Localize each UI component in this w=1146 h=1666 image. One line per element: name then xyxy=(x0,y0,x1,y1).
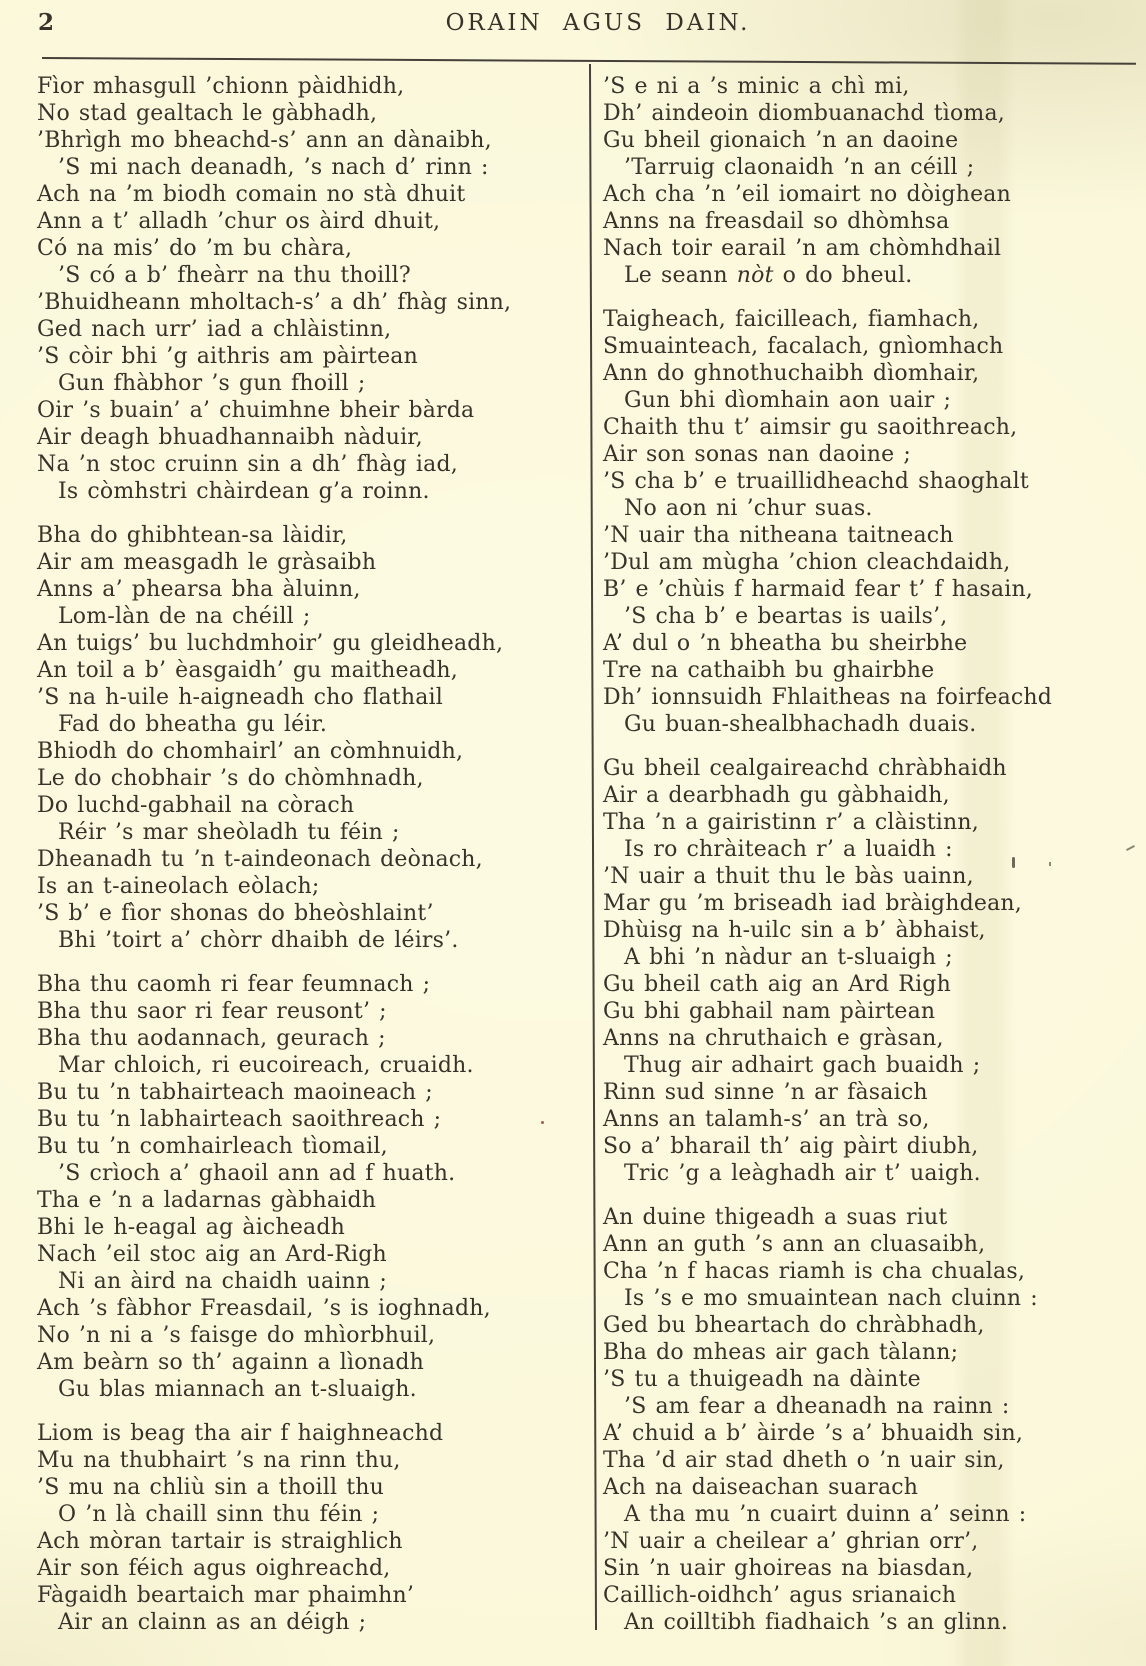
line-text: Na ’n stoc cruinn sin a dh’ fhàg iad, xyxy=(37,452,458,477)
poem-line xyxy=(37,397,585,424)
line-text: An toil a b’ èasgaidh’ gu maitheadh, xyxy=(37,658,458,683)
poem-line xyxy=(603,495,1143,522)
poem-line xyxy=(37,1214,585,1241)
poem-line xyxy=(37,998,585,1025)
line-text: No stad gealtach le gàbhadh, xyxy=(37,101,378,126)
line-text: Fàgaidh beartaich mar phaimhn’ xyxy=(37,1583,415,1608)
poem-line xyxy=(603,262,1143,289)
line-text: Gu blas miannach an t-sluaigh. xyxy=(58,1377,417,1402)
poem-line xyxy=(603,208,1143,235)
poem-line xyxy=(37,127,585,154)
line-text: Ni an àird na chaidh uainn ; xyxy=(58,1269,387,1294)
poem-line xyxy=(37,1052,585,1079)
line-text: Ann do ghnothuchaibh dìomhair, xyxy=(603,361,980,386)
line-text: Ged nach urr’ iad a chlàistinn, xyxy=(37,317,392,342)
line-text: Liom is beag tha air f haighneachd xyxy=(37,1421,444,1446)
poem-line xyxy=(37,522,585,549)
line-text: ’S tu a thuigeadh na dàinte xyxy=(603,1367,921,1392)
line-text: Bu tu ’n labhairteach saoithreach ; xyxy=(37,1107,442,1132)
line-text: Ach na daiseachan suarach xyxy=(603,1475,919,1500)
poem-line xyxy=(37,630,585,657)
line-text: Smuainteach, facalach, gnìomhach xyxy=(603,334,1004,359)
stanza xyxy=(37,522,585,954)
stanza xyxy=(603,73,1143,289)
line-text: Gu bhi gabhail nam pàirtean xyxy=(603,999,936,1024)
line-text: Bhi ’toirt a’ chòrr dhaibh de léirs’. xyxy=(58,928,459,953)
line-text: Ach ’s fàbhor Freasdail, ’s is ioghnadh, xyxy=(37,1296,491,1321)
line-text: Mar chloich, ri eucoireach, cruaidh. xyxy=(58,1053,474,1078)
line-text: Tha ’n a gairistinn r’ a clàistinn, xyxy=(603,810,979,835)
poem-line xyxy=(37,1241,585,1268)
line-text: Bha thu saor ri fear reusont’ ; xyxy=(37,999,387,1024)
line-text: Dheanadh tu ’n t-aindeonach deònach, xyxy=(37,847,483,872)
poem-line xyxy=(603,306,1143,333)
line-text: Anns na freasdail so dhòmhsa xyxy=(603,209,950,234)
italic-word: nòt xyxy=(736,263,774,288)
poem-line xyxy=(37,1295,585,1322)
line-text: Mar gu ’m briseadh iad bràighdean, xyxy=(603,891,1022,916)
line-text: An coilltibh fiadhaich ’s an glinn. xyxy=(624,1610,1009,1635)
poem-column-right xyxy=(603,73,1143,1636)
poem-line xyxy=(37,738,585,765)
poem-line xyxy=(37,154,585,181)
line-text: Gu bheil cath aig an Ard Righ xyxy=(603,972,951,997)
line-text: Ach cha ’n ’eil iomairt no dòighean xyxy=(603,182,1011,207)
line-text: Dh’ aindeoin diombuanachd tìoma, xyxy=(603,101,1005,126)
poem-line xyxy=(603,360,1143,387)
poem-line xyxy=(37,927,585,954)
line-text: ’S b’ e fìor shonas do bheòshlaint’ xyxy=(37,901,434,926)
line-text: Tha e ’n a ladarnas gàbhaidh xyxy=(37,1188,377,1213)
poem-line xyxy=(603,1204,1143,1231)
poem-line xyxy=(603,657,1143,684)
poem-line xyxy=(37,971,585,998)
line-text: Gun bhi dìomhain aon uair ; xyxy=(624,388,952,413)
line-text: Dh’ ionnsuidh Fhlaitheas na foirfeachd xyxy=(603,685,1053,710)
poem-line xyxy=(603,1339,1143,1366)
poem-line xyxy=(603,1474,1143,1501)
line-text: ’N uair a cheilear a’ ghrian orr’, xyxy=(603,1529,979,1554)
line-text: ’S mu na chliù sin a thoill thu xyxy=(37,1475,385,1500)
line-text: Chaith thu t’ aimsir gu saoithreach, xyxy=(603,415,1018,440)
poem-line xyxy=(603,890,1143,917)
poem-line xyxy=(603,782,1143,809)
poem-line xyxy=(603,1528,1143,1555)
line-text: ’S e ni a ’s minic a chì mi, xyxy=(603,74,910,99)
poem-line xyxy=(37,316,585,343)
line-text: Bu tu ’n tabhairteach maoineach ; xyxy=(37,1080,433,1105)
poem-line xyxy=(603,1420,1143,1447)
line-text: An tuigs’ bu luchdmhoir’ gu gleidheadh, xyxy=(37,631,504,656)
line-text: ’Bhuidheann mholtach-s’ a dh’ fhàg sinn, xyxy=(37,290,512,315)
line-text: Sin ’n uair ghoireas na biasdan, xyxy=(603,1556,974,1581)
line-text: Thug air adhairt gach buaidh ; xyxy=(624,1053,981,1078)
poem-line xyxy=(37,603,585,630)
poem-column-left xyxy=(37,73,585,1636)
line-text: Ach na ’m biodh comain no stà dhuit xyxy=(37,182,466,207)
line-text: Air an clainn as an déigh ; xyxy=(58,1610,367,1635)
poem-line xyxy=(37,478,585,505)
poem-line xyxy=(603,468,1143,495)
poem-line xyxy=(603,684,1143,711)
line-text: Tha ’d air stad dheth o ’n uair sin, xyxy=(603,1448,1005,1473)
line-text: Oir ’s buain’ a’ chuimhne bheir bàrda xyxy=(37,398,475,423)
line-text: Bhi le h-eagal ag àicheadh xyxy=(37,1215,346,1240)
poem-line xyxy=(37,262,585,289)
line-text: Le seann xyxy=(624,263,737,288)
line-text: Bhiodh do chomhairl’ an còmhnuidh, xyxy=(37,739,464,764)
poem-line xyxy=(37,1474,585,1501)
line-text: An duine thigeadh a suas riut xyxy=(603,1205,948,1230)
poem-line xyxy=(603,1231,1143,1258)
poem-line xyxy=(603,917,1143,944)
stanza xyxy=(603,755,1143,1187)
poem-line xyxy=(603,1285,1143,1312)
line-text: A tha mu ’n cuairt duinn a’ seinn : xyxy=(624,1502,1027,1527)
poem-line xyxy=(603,809,1143,836)
line-text: Gu bheil gionaich ’n an daoine xyxy=(603,128,959,153)
poem-line xyxy=(603,522,1143,549)
line-text: Mu na thubhairt ’s na rinn thu, xyxy=(37,1448,401,1473)
line-text: Anns na chruthaich e gràsan, xyxy=(603,1026,944,1051)
line-text: Do luchd-gabhail na còrach xyxy=(37,793,355,818)
line-text: Lom-làn de na chéill ; xyxy=(58,604,311,629)
line-text: ’S crìoch a’ ghaoil ann ad f huath. xyxy=(58,1161,456,1186)
poem-line xyxy=(603,1555,1143,1582)
poem-line xyxy=(603,836,1143,863)
poem-line xyxy=(37,657,585,684)
line-text: Is còmhstri chàirdean g’a roinn. xyxy=(58,479,430,504)
line-text: Le do chobhair ’s do chòmhnadh, xyxy=(37,766,424,791)
poem-line xyxy=(37,1349,585,1376)
line-text: Ann an guth ’s ann an cluasaibh, xyxy=(603,1232,986,1257)
line-text: Fad do bheatha gu léir. xyxy=(58,712,328,737)
line-text: Rinn sud sinne ’n ar fàsaich xyxy=(603,1080,928,1105)
poem-line xyxy=(603,73,1143,100)
line-text: Taigheach, faicilleach, fiamhach, xyxy=(603,307,980,332)
poem-line xyxy=(37,235,585,262)
line-text: ’S cha b’ e truaillidheachd shaoghalt xyxy=(603,469,1029,494)
poem-line xyxy=(37,1420,585,1447)
line-text: Ann a t’ alladh ’chur os àird dhuit, xyxy=(37,209,441,234)
poem-line xyxy=(37,73,585,100)
page-number: 2 xyxy=(38,9,56,36)
poem-line xyxy=(603,711,1143,738)
line-text: Bu tu ’n comhairleach tìomail, xyxy=(37,1134,388,1159)
stanza xyxy=(603,306,1143,738)
line-text: Dhùisg na h-uilc sin a b’ àbhaist, xyxy=(603,918,986,943)
poem-line xyxy=(37,1555,585,1582)
line-text: ’S mi nach deanadh, ’s nach d’ rinn : xyxy=(58,155,489,180)
poem-line xyxy=(37,343,585,370)
poem-line xyxy=(603,181,1143,208)
line-text: ’Tarruig claonaidh ’n an céill ; xyxy=(624,155,975,180)
line-text: Is ’s e mo smuaintean nach cluinn : xyxy=(624,1286,1038,1311)
line-text: ’S am fear a dheanadh na rainn : xyxy=(624,1394,1010,1419)
line-text: Bha do ghibhtean-sa làidir, xyxy=(37,523,348,548)
line-text: Air a dearbhadh gu gàbhaidh, xyxy=(603,783,950,808)
line-text: Ged bu bheartach do chràbhadh, xyxy=(603,1313,985,1338)
line-text: ’Dul am mùgha ’chion cleachdaidh, xyxy=(603,550,1011,575)
line-text: No ’n ni a ’s faisge do mhìorbhuil, xyxy=(37,1323,436,1348)
poem-line xyxy=(37,819,585,846)
poem-line xyxy=(37,1160,585,1187)
running-title: ORAIN AGUS DAIN. xyxy=(445,10,751,36)
stanza xyxy=(37,1420,585,1636)
poem-line xyxy=(37,900,585,927)
line-text: Fìor mhasgull ’chionn pàidhidh, xyxy=(37,74,405,99)
poem-line xyxy=(603,1133,1143,1160)
poem-line xyxy=(603,1609,1143,1636)
poem-line xyxy=(603,1447,1143,1474)
poem-line xyxy=(37,208,585,235)
line-text: Gun fhàbhor ’s gun fhoill ; xyxy=(58,371,366,396)
line-text: A’ dul o ’n bheatha bu sheirbhe xyxy=(603,631,968,656)
line-text: Is an t-aineolach eòlach; xyxy=(37,874,320,899)
poem-line xyxy=(603,387,1143,414)
line-text: So a’ bharail th’ aig pàirt diubh, xyxy=(603,1134,979,1159)
line-text: Tric ’g a leàghadh air t’ uaigh. xyxy=(624,1161,981,1186)
line-text: Caillich-oidhch’ agus srianaich xyxy=(603,1583,957,1608)
poem-line xyxy=(603,1582,1143,1609)
poem-line xyxy=(37,289,585,316)
line-text: Cha ’n f hacas riamh is cha chualas, xyxy=(603,1259,1026,1284)
poem-line xyxy=(37,1376,585,1403)
poem-line xyxy=(603,154,1143,181)
line-text: o do bheul. xyxy=(773,263,913,288)
poem-line xyxy=(603,1025,1143,1052)
poem-line xyxy=(603,1052,1143,1079)
poem-line xyxy=(37,765,585,792)
line-text: A bhi ’n nàdur an t-sluaigh ; xyxy=(624,945,953,970)
poem-line xyxy=(603,127,1143,154)
poem-line xyxy=(603,235,1143,262)
poem-line xyxy=(37,370,585,397)
poem-line xyxy=(37,576,585,603)
poem-line xyxy=(603,755,1143,782)
column-divider-rule xyxy=(589,64,597,1630)
line-text: Bha thu caomh ri fear feumnach ; xyxy=(37,972,431,997)
line-text: No aon ni ’chur suas. xyxy=(624,496,873,521)
line-text: Tre na cathaibh bu ghairbhe xyxy=(603,658,935,683)
poem-line xyxy=(603,630,1143,657)
poem-line xyxy=(37,711,585,738)
poem-line xyxy=(603,1393,1143,1420)
poem-line xyxy=(37,181,585,208)
poem-line xyxy=(37,1106,585,1133)
poem-line xyxy=(37,1079,585,1106)
poem-line xyxy=(603,1312,1143,1339)
poem-line xyxy=(603,1501,1143,1528)
line-text: Is ro chràiteach r’ a luaidh : xyxy=(624,837,953,862)
line-text: ’N uair a thuit thu le bàs uainn, xyxy=(603,864,974,889)
line-text: ’Bhrìgh mo bheachd-s’ ann an dànaibh, xyxy=(37,128,492,153)
poem-line xyxy=(603,998,1143,1025)
poem-line xyxy=(37,1133,585,1160)
line-text: B’ e ’chùis f harmaid fear t’ f hasain, xyxy=(603,577,1034,602)
line-text: Anns a’ phearsa bha àluinn, xyxy=(37,577,361,602)
poem-line xyxy=(603,863,1143,890)
poem-line xyxy=(37,1528,585,1555)
ink-speck xyxy=(541,1121,544,1124)
poem-line xyxy=(37,100,585,127)
poem-line xyxy=(603,603,1143,630)
line-text: Gu buan-shealbhachadh duais. xyxy=(624,712,977,737)
poem-line xyxy=(37,451,585,478)
line-text: Bha thu aodannach, geurach ; xyxy=(37,1026,386,1051)
line-text: Air am measgadh le gràsaibh xyxy=(37,550,377,575)
poem-line xyxy=(37,1322,585,1349)
line-text: Gu bheil cealgaireachd chràbhaidh xyxy=(603,756,1007,781)
poem-line xyxy=(37,1187,585,1214)
line-text: ’S cha b’ e beartas is uails’, xyxy=(624,604,948,629)
poem-line xyxy=(603,1106,1143,1133)
poem-line xyxy=(37,1582,585,1609)
poem-line xyxy=(603,971,1143,998)
line-text: O ’n là chaill sinn thu féin ; xyxy=(58,1502,380,1527)
line-text: A’ chuid a b’ àirde ’s a’ bhuaidh sin, xyxy=(603,1421,1024,1446)
poem-line xyxy=(37,1501,585,1528)
poem-line xyxy=(603,1160,1143,1187)
line-text: ’S na h-uile h-aigneadh cho flathail xyxy=(37,685,444,710)
poem-line xyxy=(37,1609,585,1636)
poem-line xyxy=(603,576,1143,603)
ink-speck xyxy=(1012,857,1015,868)
line-text: Nach ’eil stoc aig an Ard-Righ xyxy=(37,1242,387,1267)
line-text: Ach mòran tartair is straighlich xyxy=(37,1529,403,1554)
line-text: Có na mis’ do ’m bu chàra, xyxy=(37,236,353,261)
line-text: Air son sonas nan daoine ; xyxy=(603,442,911,467)
line-text: Bha do mheas air gach tàlann; xyxy=(603,1340,959,1365)
poem-line xyxy=(603,414,1143,441)
line-text: Air deagh bhuadhannaibh nàduir, xyxy=(37,425,423,450)
line-text: Nach toir earail ’n am chòmhdhail xyxy=(603,236,1002,261)
poem-line xyxy=(603,944,1143,971)
poem-line xyxy=(603,333,1143,360)
line-text: Anns an talamh-s’ an trà so, xyxy=(603,1107,930,1132)
line-text: Réir ’s mar sheòladh tu féin ; xyxy=(58,820,400,845)
poem-line xyxy=(603,1366,1143,1393)
stanza xyxy=(37,73,585,505)
line-text: ’N uair tha nitheana taitneach xyxy=(603,523,954,548)
poem-line xyxy=(603,100,1143,127)
poem-line xyxy=(603,1258,1143,1285)
poem-line xyxy=(37,1447,585,1474)
stanza xyxy=(37,971,585,1403)
poem-line xyxy=(37,549,585,576)
line-text: ’S còir bhi ’g aithris am pàirtean xyxy=(37,344,418,369)
poem-line xyxy=(37,1025,585,1052)
stanza xyxy=(603,1204,1143,1636)
poem-line xyxy=(603,441,1143,468)
poem-line xyxy=(37,846,585,873)
line-text: Am beàrn so th’ againn a lìonadh xyxy=(37,1350,425,1375)
poem-line xyxy=(603,549,1143,576)
ink-speck xyxy=(1049,862,1051,866)
poem-line xyxy=(37,792,585,819)
poem-line xyxy=(37,684,585,711)
line-text: ’S có a b’ fheàrr na thu thoill? xyxy=(58,263,411,288)
poem-line xyxy=(603,1079,1143,1106)
line-text: Air son féich agus oighreachd, xyxy=(37,1556,391,1581)
poem-line xyxy=(37,873,585,900)
poem-line xyxy=(37,1268,585,1295)
poem-line xyxy=(37,424,585,451)
